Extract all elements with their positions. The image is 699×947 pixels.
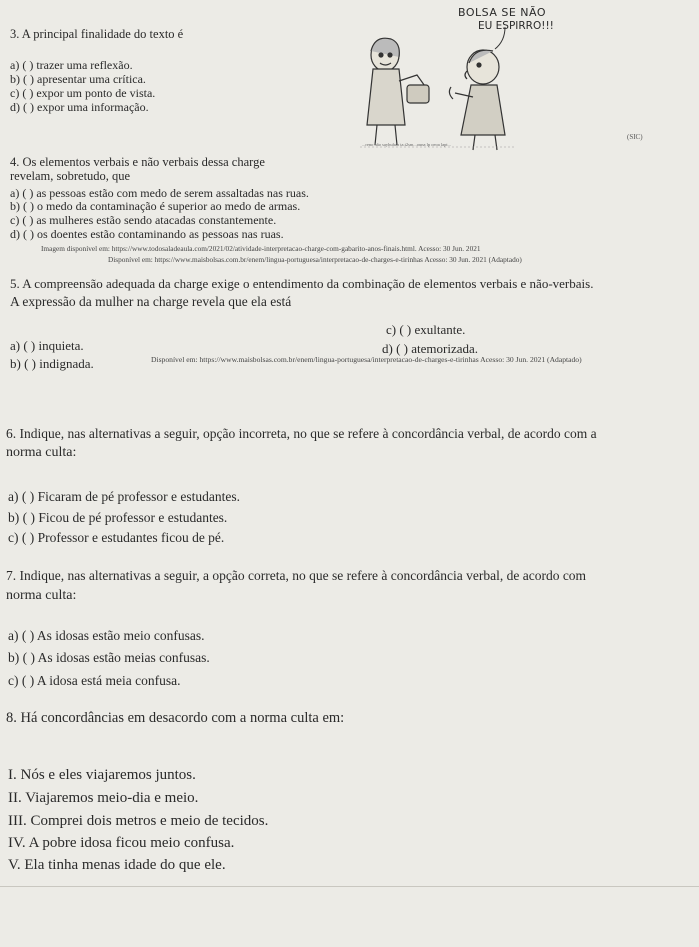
q4-credit-1: Imagem disponível em: https://www.todosaladeaula.com/2021/02/atividade-interpretacao-charge-com-gabarito-anos-finais.html. Acesso: 30 Jun. 2021 [41, 244, 481, 253]
page-fold-line [0, 886, 699, 887]
q6-option-c[interactable]: c) ( ) Professor e estudantes ficou de pé. [8, 530, 225, 545]
q4-option-a[interactable]: a) ( ) as pessoas estão com medo de serem assaltadas nas ruas. [10, 186, 309, 200]
q6-option-b[interactable]: b) ( ) Ficou de pé professor e estudantes. [8, 510, 228, 525]
q4-option-b[interactable]: b) ( ) o medo da contaminação é superior ao medo de armas. [10, 199, 301, 213]
q5-title-line1: 5. A compreensão adequada da charge exige o entendimento da combinação de elementos verbais e não-verbais. [10, 276, 594, 291]
q4-option-d[interactable]: d) ( ) os doentes estão contaminando as pessoas nas ruas. [10, 227, 284, 241]
q6-title-line1: 6. Indique, nas alternativas a seguir, opção incorreta, no que se refere à concordância verbal, de acordo com a [6, 426, 597, 441]
q8-item-3: III. Comprei dois metros e meio de tecidos. [8, 813, 269, 829]
q3-option-c[interactable]: c) ( ) expor um ponto de vista. [10, 86, 156, 100]
q7-option-a[interactable]: a) ( ) As idosas estão meio confusas. [8, 628, 205, 643]
q8-item-4: IV. A pobre idosa ficou meio confusa. [8, 835, 235, 851]
q7-title-line1: 7. Indique, nas alternativas a seguir, a opção correta, no que se refere à concordância verbal, de acordo com [6, 568, 587, 583]
q5-credit: Disponível em: https://www.maisbolsas.com.br/enem/lingua-portuguesa/interpretacao-de-charges-e-tirinhas Acesso: 30 Jun. 2021 (Adaptado) [151, 355, 582, 364]
q5-option-d[interactable]: d) ( ) atemorizada. [382, 341, 479, 356]
q7-option-c[interactable]: c) ( ) A idosa está meia confusa. [8, 673, 181, 688]
cartoon-top-text: BOLSA SE NÃO [458, 6, 546, 19]
q3-option-d[interactable]: d) ( ) expor uma informação. [10, 100, 149, 114]
cartoon-illustration [355, 5, 525, 153]
cartoon-caption: ...reno hão sayhuhan ta.t2sm...ouna lp oeoa lapt... [362, 142, 451, 147]
q3-option-b[interactable]: b) ( ) apresentar uma crítica. [10, 72, 146, 86]
q8-item-2: II. Viajaremos meio-dia e meio. [8, 790, 199, 806]
q6-option-a[interactable]: a) ( ) Ficaram de pé professor e estudantes. [8, 489, 241, 504]
q6-title-line2: norma culta: [6, 445, 77, 460]
q8-title: 8. Há concordâncias em desacordo com a norma culta em: [6, 710, 345, 726]
cartoon-signature: (SIC) [627, 133, 643, 141]
q7-title-line2: norma culta: [6, 588, 77, 603]
cartoon-speech: EU ESPIRRO!!! [478, 20, 554, 32]
q8-item-5: V. Ela tinha menas idade do que ele. [8, 857, 226, 873]
q4-title-line1: 4. Os elementos verbais e não verbais dessa charge [10, 155, 265, 169]
q3-option-a[interactable]: a) ( ) trazer uma reflexão. [10, 58, 133, 72]
q4-title-line2: revelam, sobretudo, que [10, 169, 131, 183]
q4-credit-2: Disponível em: https://www.maisbolsas.com.br/enem/lingua-portuguesa/interpretacao-de-charges-e-tirinhas Acesso: 30 Jun. 2021 (Adaptado) [108, 255, 522, 264]
q8-item-1: I. Nós e eles viajaremos juntos. [8, 767, 196, 783]
q4-option-c[interactable]: c) ( ) as mulheres estão sendo atacadas constantemente. [10, 213, 277, 227]
q5-option-b[interactable]: b) ( ) indignada. [10, 356, 94, 371]
q5-title-line2: A expressão da mulher na charge revela que ela está [10, 294, 292, 309]
q5-option-c[interactable]: c) ( ) exultante. [386, 322, 466, 337]
q7-option-b[interactable]: b) ( ) As idosas estão meias confusas. [8, 650, 210, 665]
q3-title: 3. A principal finalidade do texto é [10, 27, 184, 41]
q5-option-a[interactable]: a) ( ) inquieta. [10, 338, 84, 353]
